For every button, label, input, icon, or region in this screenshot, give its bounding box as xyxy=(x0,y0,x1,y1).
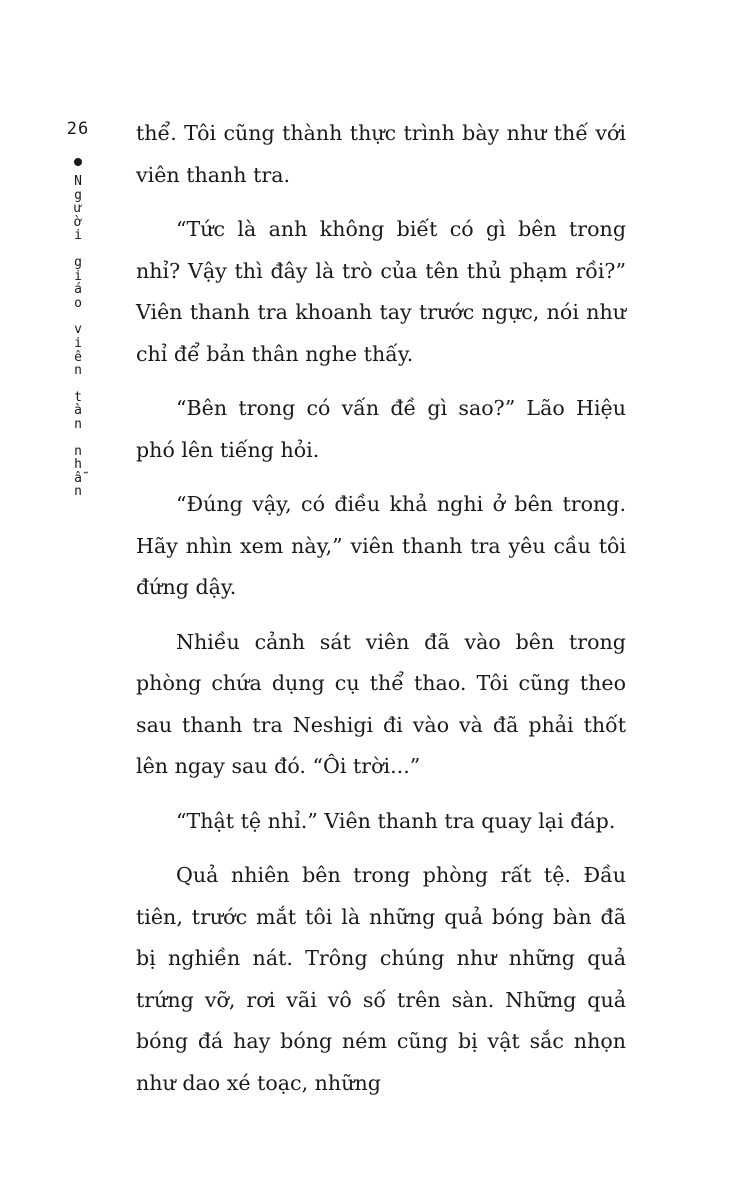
title-char: t xyxy=(74,389,82,405)
body-text xyxy=(136,113,626,1117)
title-char: i xyxy=(74,268,82,284)
page-number: 26 xyxy=(66,119,90,139)
title-char: n xyxy=(74,443,82,459)
title-char: N xyxy=(74,174,82,189)
title-char: n xyxy=(74,416,82,432)
title-char: ẫ xyxy=(74,470,82,486)
title-char: á xyxy=(74,282,82,298)
title-word xyxy=(74,175,82,243)
title-char: n xyxy=(74,484,82,500)
title-char: h xyxy=(74,457,82,473)
running-book-title xyxy=(56,175,100,512)
title-char: g xyxy=(74,254,82,270)
title-char: o xyxy=(74,295,82,311)
title-word xyxy=(74,445,82,499)
bullet-separator xyxy=(74,158,82,166)
title-char: v xyxy=(74,322,82,338)
title-word xyxy=(74,323,82,377)
title-char: à xyxy=(74,403,82,419)
paragraph: Quả nhiên bên trong phòng rất tệ. Đầu tiên, trước mắt tôi là những quả bóng bàn đã bị nghiền nát. Trông chúng như những quả trứng vỡ, rơi vãi vô số trên sàn. Những quả bóng đá hay bóng ném cũng bị vật sắc nhọn như dao xé toạc, những xyxy=(136,863,626,1095)
title-char: i xyxy=(74,228,82,244)
title-char: i xyxy=(74,335,82,351)
title-word xyxy=(74,256,82,310)
paragraph: thể. Tôi cũng thành thực trình bày như thế với viên thanh tra. xyxy=(136,121,626,187)
title-char: ê xyxy=(74,349,82,365)
title-char: ư xyxy=(74,201,82,217)
paragraph: “Tức là anh không biết có gì bên trong nhỉ? Vậy thì đây là trò của tên thủ phạm rồi?” Viên thanh tra khoanh tay trước ngực, nói như chỉ để bản thân nghe thấy. xyxy=(136,217,626,366)
paragraph: “Bên trong có vấn đề gì sao?” Lão Hiệu phó lên tiếng hỏi. xyxy=(136,396,626,462)
title-word xyxy=(74,391,82,432)
paragraph: “Thật tệ nhỉ.” Viên thanh tra quay lại đáp. xyxy=(176,808,616,833)
paragraph: “Đúng vậy, có điều khả nghi ở bên trong. Hãy nhìn xem này,” viên thanh tra yêu cầu tôi đứng dậy. xyxy=(136,492,626,599)
paragraph: Nhiều cảnh sát viên đã vào bên trong phòng chứa dụng cụ thể thao. Tôi cũng theo sau thanh tra Neshigi đi vào và đã phải thốt lên ngay sau đó. “Ôi trời...” xyxy=(136,629,626,778)
title-char: ờ xyxy=(74,214,82,230)
title-char: n xyxy=(74,363,82,379)
title-char: g xyxy=(74,187,82,203)
